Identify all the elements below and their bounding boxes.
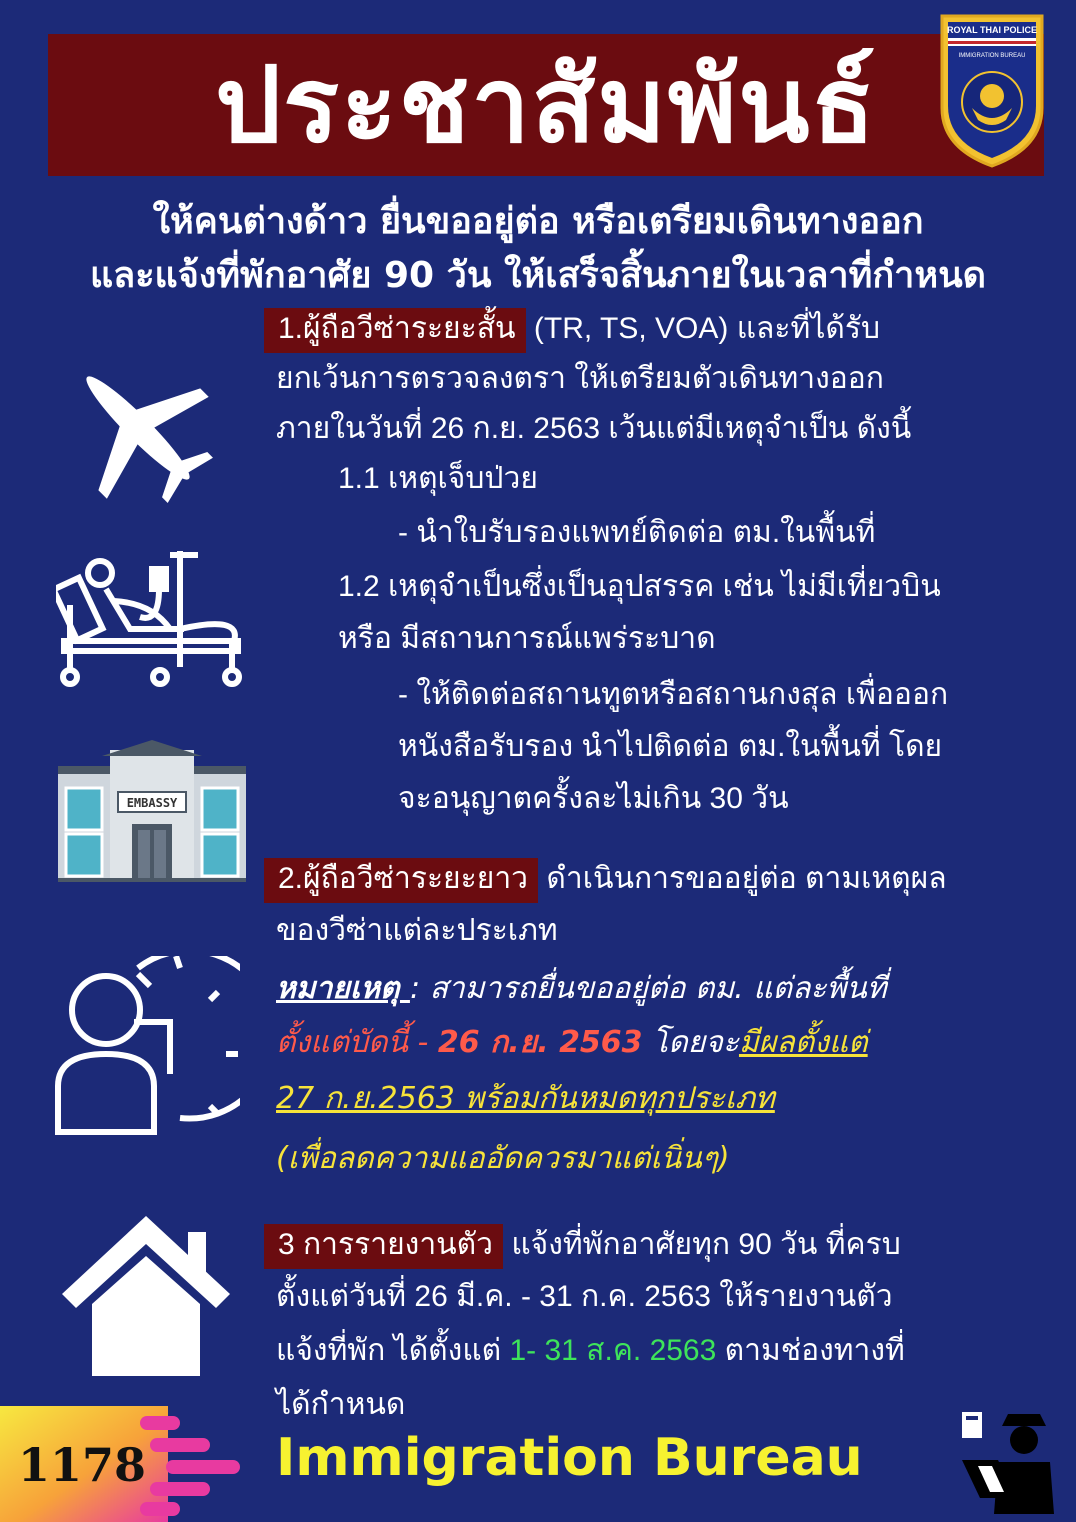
section1-item-1-2-detail-2: หนังสือรับรอง นำไปติดต่อ ตม.ในพื้นที่ โดย	[398, 730, 943, 763]
hospital-bed-icon	[56, 545, 246, 690]
section2-note-line-1	[276, 962, 887, 1016]
section2-note-line-2	[276, 1016, 868, 1070]
section3-line-4: ได้กำหนด	[276, 1388, 406, 1421]
section3-line-3-pre: แจ้งที่พัก ได้ตั้งแต่	[276, 1334, 510, 1367]
note-yellow-1: มีผลตั้งแต่	[738, 1025, 868, 1060]
section1-item-1-2-detail-1: - ให้ติดต่อสถานทูตหรือสถานกงสุล เพื่อออก	[398, 678, 949, 711]
section3-line-3-post: ตามช่องทางที่	[716, 1334, 905, 1367]
embassy-sign-text: EMBASSY	[126, 796, 178, 810]
section3-line-1-text: แจ้งที่พักอาศัยทุก 90 วัน ที่ครบ	[503, 1228, 901, 1261]
airplane-icon	[58, 348, 218, 508]
house-icon	[58, 1212, 234, 1376]
section1-item-1-2-cont: หรือ มีสถานการณ์แพร่ระบาด	[338, 622, 716, 655]
section2-line-2: ของวีซ่าแต่ละประเภท	[276, 914, 558, 947]
note-text: : สามารถยื่นขออยู่ต่อ ตม. แต่ละพื้นที่	[409, 971, 887, 1006]
section1-line-1	[276, 302, 880, 356]
section2-note-line-3: 27 ก.ย.2563 พร้อมกันหมดทุกประเภท	[276, 1081, 775, 1116]
subtitle-line-2: และแจ้งที่พักอาศัย 90 วัน ให้เสร็จสิ้นภายในเวลาที่กำหนด	[89, 255, 987, 296]
section3-heading: 3 การรายงานตัว	[264, 1224, 503, 1269]
section2-heading: 2.ผู้ถือวีซ่าระยะยาว	[264, 858, 538, 903]
hotline-number: 1178	[18, 1438, 147, 1492]
badge-bottom-text: IMMIGRATION BUREAU	[958, 53, 1026, 59]
section1-item-1-1-detail: - นำใบรับรองแพทย์ติดต่อ ตม.ในพื้นที่	[398, 516, 876, 549]
section3-report-dates: 1- 31 ส.ค. 2563	[509, 1334, 717, 1367]
badge-top-text: ROYAL THAI POLICE	[946, 25, 1038, 35]
immigration-badge-icon	[936, 10, 1048, 170]
section2-note-line-4: (เพื่อลดความแออัดควรมาแต่เนิ่นๆ)	[276, 1141, 730, 1176]
note-red-date: 26 ก.ย. 2563	[437, 1025, 643, 1060]
footer-title: Immigration Bureau	[276, 1428, 863, 1488]
section1-line-2: ยกเว้นการตรวจลงตรา ให้เตรียมตัวเดินทางออก	[276, 362, 884, 395]
section1-heading: 1.ผู้ถือวีซ่าระยะสั้น	[264, 308, 526, 353]
person-clock-icon	[50, 956, 240, 1136]
section3-line-1	[276, 1218, 901, 1272]
note-red-text: ตั้งแต่บัดนี้ -	[276, 1025, 438, 1060]
section2-line-1-text: ดำเนินการขออยู่ต่อ ตามเหตุผล	[538, 862, 947, 895]
section2-line-1	[276, 852, 947, 906]
immigration-officer-icon	[958, 1408, 1062, 1514]
section3-line-2: ตั้งแต่วันที่ 26 มี.ค. - 31 ก.ค. 2563 ให้รายงานตัว	[276, 1280, 893, 1313]
note-label: หมายเหตุ	[276, 971, 410, 1006]
section1-item-1-1: 1.1 เหตุเจ็บป่วย	[338, 462, 538, 495]
note-mid-text: โดยจะ	[642, 1025, 739, 1060]
embassy-building-icon	[58, 740, 246, 882]
section1-line-1-text: (TR, TS, VOA) และที่ได้รับ	[525, 312, 881, 345]
subtitle-line-1: ให้คนต่างด้าว ยื่นขออยู่ต่อ หรือเตรียมเดินทางออก	[152, 201, 924, 242]
section3-line-3	[276, 1324, 905, 1378]
section1-item-1-2-detail-3: จะอนุญาตครั้งละไม่เกิน 30 วัน	[398, 782, 789, 815]
section1-line-3: ภายในวันที่ 26 ก.ย. 2563 เว้นแต่มีเหตุจำเป็น ดังนี้	[276, 412, 912, 445]
page-title: ประชาสัมพันธ์	[215, 43, 877, 166]
section1-item-1-2: 1.2 เหตุจำเป็นซึ่งเป็นอุปสรรค เช่น ไม่มีเที่ยวบิน	[338, 570, 941, 603]
